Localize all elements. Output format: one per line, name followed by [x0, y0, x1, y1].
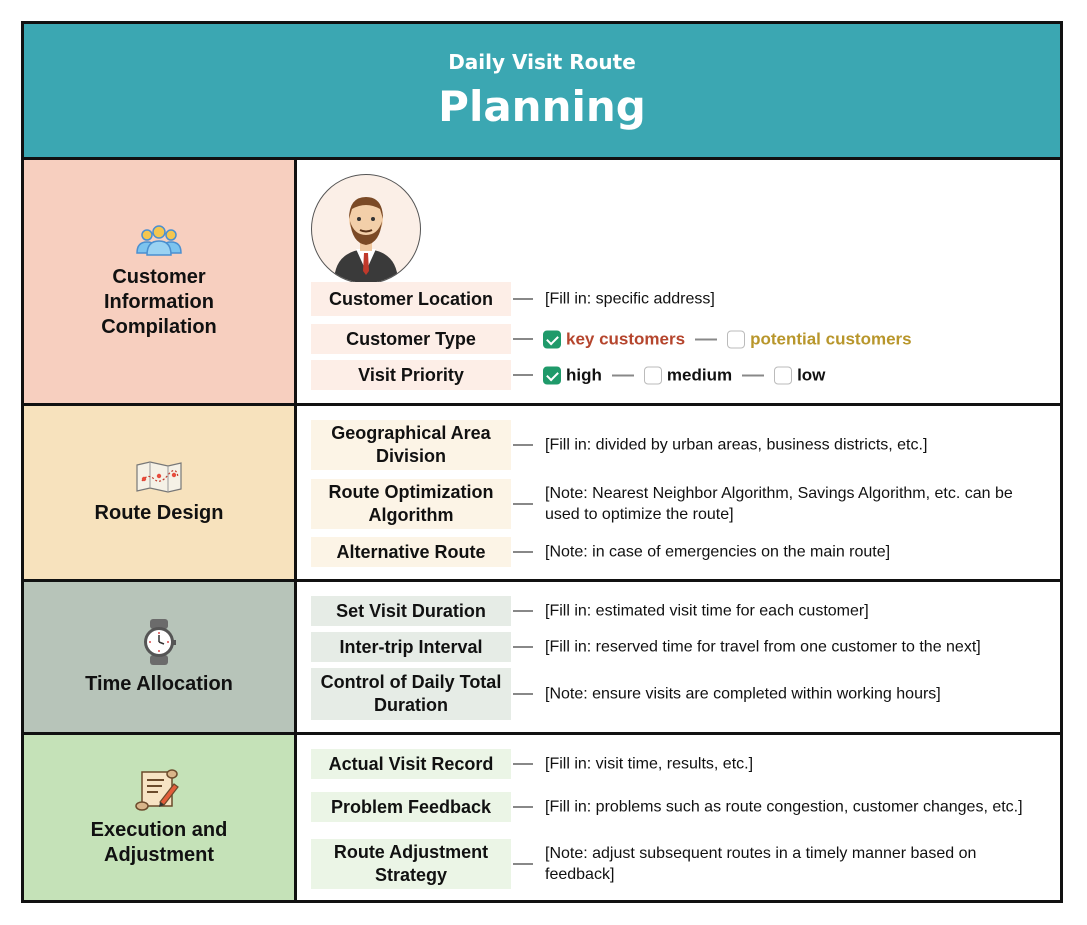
section-content	[297, 160, 1060, 403]
row-value: [Note: adjust subsequent routes in a timely manner based on feedback]	[545, 845, 977, 883]
row-label: Problem Feedback	[311, 792, 511, 822]
row-inter-trip-interval	[311, 632, 1050, 662]
option-separator	[742, 374, 764, 376]
diagram-frame	[21, 21, 1063, 903]
scroll-pen-icon	[134, 768, 184, 812]
row-value: [Fill in: estimated visit time for each customer]	[545, 602, 869, 620]
row-customer-type	[311, 324, 1050, 354]
row-label: Actual Visit Record	[311, 749, 511, 779]
section-content	[297, 406, 1060, 579]
row-value: [Fill in: reserved time for travel from one customer to the next]	[545, 638, 981, 656]
connector-line	[513, 503, 533, 505]
section-title: Customer Information Compilation	[101, 266, 217, 338]
header-banner	[24, 24, 1060, 160]
section-label-cell	[24, 160, 297, 403]
header-subtitle: Daily Visit Route	[448, 50, 636, 74]
high-priority-checkbox[interactable]	[543, 366, 561, 384]
connector-line	[513, 338, 533, 340]
row-daily-total-duration	[311, 668, 1050, 720]
connector-line	[513, 863, 533, 865]
section-label-cell	[24, 582, 297, 732]
map-icon	[134, 459, 184, 495]
row-value: [Note: ensure visits are completed within working hours]	[545, 685, 941, 703]
row-label: Customer Location	[311, 282, 511, 316]
key-customers-checkbox[interactable]	[543, 330, 561, 348]
row-label: Alternative Route	[311, 537, 511, 567]
row-label: Set Visit Duration	[311, 596, 511, 626]
section-route-design	[24, 406, 1060, 582]
connector-line	[513, 693, 533, 695]
row-set-visit-duration	[311, 596, 1050, 626]
connector-line	[513, 374, 533, 376]
section-label-cell	[24, 735, 297, 900]
visit-priority-options	[543, 365, 1040, 386]
connector-line	[513, 298, 533, 300]
option-label: high	[566, 365, 602, 385]
section-customer-info	[24, 160, 1060, 406]
row-alternative-route	[311, 537, 1050, 567]
row-value: [Fill in: problems such as route congestion, customer changes, etc.]	[545, 798, 1023, 816]
option-label: potential customers	[750, 329, 912, 349]
row-route-optimization	[311, 479, 1050, 529]
connector-line	[513, 551, 533, 553]
connector-line	[513, 763, 533, 765]
row-label: Inter-trip Interval	[311, 632, 511, 662]
businessman-avatar-icon	[311, 174, 421, 284]
row-route-adjustment-strategy	[311, 839, 1050, 889]
connector-line	[513, 646, 533, 648]
row-label: Route Adjustment Strategy	[311, 839, 511, 889]
row-problem-feedback	[311, 792, 1050, 822]
row-value: [Fill in: specific address]	[545, 290, 715, 308]
section-title: Route Design	[94, 502, 224, 524]
section-title: Time Allocation	[85, 672, 233, 695]
row-visit-priority	[311, 360, 1050, 390]
section-execution-adjustment	[24, 735, 1060, 900]
connector-line	[513, 444, 533, 446]
option-separator	[695, 338, 717, 340]
row-value: [Note: Nearest Neighbor Algorithm, Savings Algorithm, etc. can be used to optimize the route]	[545, 485, 1013, 523]
section-content	[297, 735, 1060, 900]
header-title: Planning	[438, 82, 646, 131]
row-value: [Fill in: visit time, results, etc.]	[545, 755, 754, 773]
customer-type-options	[543, 329, 1040, 350]
connector-line	[513, 610, 533, 612]
row-value: [Note: in case of emergencies on the main route]	[545, 543, 891, 561]
option-label: low	[797, 365, 826, 385]
option-separator	[612, 374, 634, 376]
section-title: Execution and Adjustment	[90, 818, 228, 866]
section-time-allocation	[24, 582, 1060, 735]
section-label-cell	[24, 406, 297, 579]
row-actual-visit-record	[311, 749, 1050, 779]
row-label: Route Optimization Algorithm	[311, 479, 511, 529]
people-group-icon	[134, 223, 184, 259]
row-label: Control of Daily Total Duration	[311, 668, 511, 720]
row-label: Visit Priority	[311, 360, 511, 390]
section-content	[297, 582, 1060, 732]
row-label: Geographical Area Division	[311, 420, 511, 470]
row-customer-location	[311, 282, 1050, 316]
low-priority-checkbox[interactable]	[774, 366, 792, 384]
row-value: [Fill in: divided by urban areas, business districts, etc.]	[545, 436, 928, 454]
option-label: medium	[666, 365, 733, 385]
option-label: key customers	[566, 329, 686, 349]
row-geographical-area	[311, 420, 1050, 470]
watch-icon	[134, 618, 184, 666]
connector-line	[513, 806, 533, 808]
row-label: Customer Type	[311, 324, 511, 354]
medium-priority-checkbox[interactable]	[644, 366, 662, 384]
potential-customers-checkbox[interactable]	[727, 330, 745, 348]
